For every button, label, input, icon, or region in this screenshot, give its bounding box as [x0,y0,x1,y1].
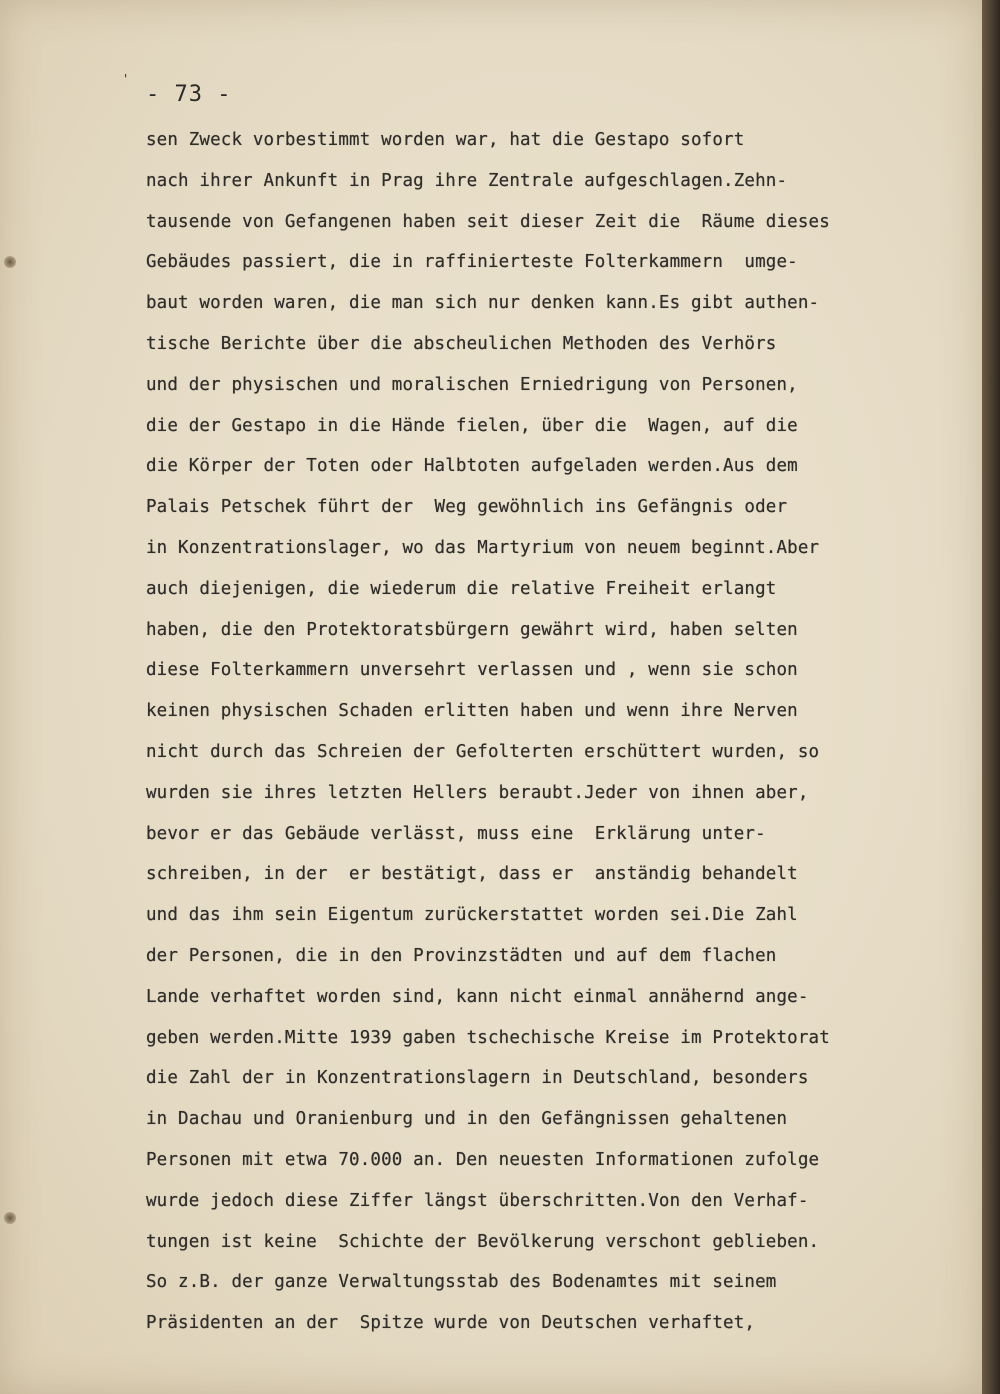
text-line: haben, die den Protektoratsbürgern gewährt wird, haben selten [146,619,798,640]
text-line: bevor er das Gebäude verlässt, muss eine Erklärung unter- [146,823,766,844]
punch-hole [4,256,16,268]
text-line: nach ihrer Ankunft in Prag ihre Zentrale aufgeschlagen.Zehn- [146,170,788,191]
text-line: und das ihm sein Eigentum zurückerstattet worden sei.Die Zahl [146,905,798,926]
text-line: keinen physischen Schaden erlitten haben und wenn ihre Nerven [146,701,798,722]
text-line: der Personen, die in den Provinzstädten und auf dem flachen [146,945,777,966]
text-line: schreiben, in der er bestätigt, dass er anständig behandelt [146,864,798,885]
text-line: wurden sie ihres letzten Hellers beraubt.Jeder von ihnen aber, [146,782,809,803]
text-line: tungen ist keine Schichte der Bevölkerung verschont geblieben. [146,1231,820,1252]
text-line: auch diejenigen, die wiederum die relative Freiheit erlangt [146,578,777,599]
typewritten-body [146,120,946,1344]
text-line: baut worden waren, die man sich nur denken kann.Es gibt authen- [146,293,820,314]
text-line: in Konzentrationslager, wo das Martyrium von neuem beginnt.Aber [146,537,820,558]
text-line: die der Gestapo in die Hände fielen, über die Wagen, auf die [146,415,798,436]
text-line: So z.B. der ganze Verwaltungsstab des Bodenamtes mit seinem [146,1272,777,1293]
text-line: sen Zweck vorbestimmt worden war, hat die Gestapo sofort [146,130,745,150]
text-line: und der physischen und moralischen Erniedrigung von Personen, [146,374,798,395]
text-line: geben werden.Mitte 1939 gaben tschechische Kreise im Protektorat [146,1027,830,1048]
page-number: - 73 - [146,82,232,107]
text-line: wurde jedoch diese Ziffer längst überschritten.Von den Verhaf- [146,1190,809,1211]
text-line: tausende von Gefangenen haben seit dieser Zeit die Räume dieses [146,211,830,232]
margin-mark: ' [122,72,130,86]
text-line: diese Folterkammern unversehrt verlassen und , wenn sie schon [146,660,798,681]
text-line: Palais Petschek führt der Weg gewöhnlich ins Gefängnis oder [146,497,788,518]
scan-edge [982,0,1000,1394]
text-line: tische Berichte über die abscheulichen Methoden des Verhörs [146,333,777,354]
text-line: in Dachau und Oranienburg und in den Gefängnissen gehaltenen [146,1109,788,1130]
text-line: die Zahl der in Konzentrationslagern in Deutschland, besonders [146,1068,809,1089]
text-line: Personen mit etwa 70.000 an. Den neuesten Informationen zufolge [146,1149,820,1170]
punch-hole [4,1212,16,1224]
text-line: Präsidenten an der Spitze wurde von Deutschen verhaftet, [146,1313,756,1334]
text-line: nicht durch das Schreien der Gefolterten erschüttert wurden, so [146,741,820,762]
text-line: die Körper der Toten oder Halbtoten aufgeladen werden.Aus dem [146,456,798,477]
text-line: Lande verhaftet worden sind, kann nicht einmal annähernd ange- [146,986,809,1007]
text-line: Gebäudes passiert, die in raffinierteste Folterkammern umge- [146,252,798,273]
